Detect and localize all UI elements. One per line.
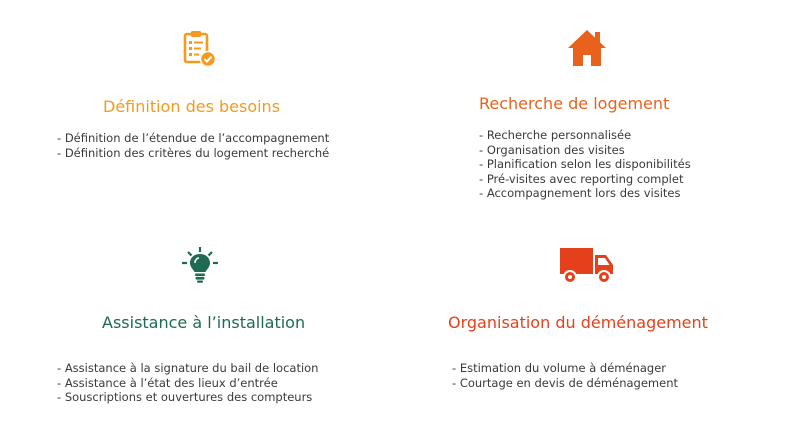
list-item: - Accompagnement lors des visites <box>479 186 691 201</box>
list-item: - Estimation du volume à déménager <box>452 361 678 376</box>
list-item: - Souscriptions et ouvertures des compteurs <box>57 390 318 405</box>
list-item: - Recherche personnalisée <box>479 128 691 143</box>
list-item: - Courtage en devis de déménagement <box>452 376 678 391</box>
list-item: - Planification selon les disponibilités <box>479 157 691 172</box>
section-title: Définition des besoins <box>103 97 281 116</box>
list-item: - Assistance à la signature du bail de location <box>57 361 318 376</box>
house-icon <box>566 28 608 68</box>
list-item: - Définition des critères du logement recherché <box>57 146 329 161</box>
list-item: - Assistance à l’état des lieux d’entrée <box>57 376 318 391</box>
moving-truck-icon <box>559 244 615 286</box>
list-item: - Organisation des visites <box>479 143 691 158</box>
section-title: Assistance à l’installation <box>102 313 306 332</box>
section-list <box>57 131 329 160</box>
list-item: - Pré-visites avec reporting complet <box>479 172 691 187</box>
section-title: Recherche de logement <box>479 94 670 113</box>
section-list <box>452 361 678 390</box>
section-list <box>57 361 318 405</box>
lightbulb-icon <box>180 246 220 284</box>
section-list <box>479 128 691 201</box>
section-title: Organisation du déménagement <box>448 313 708 332</box>
list-item: - Définition de l’étendue de l’accompagnement <box>57 131 329 146</box>
clipboard-checklist-icon <box>182 29 218 67</box>
